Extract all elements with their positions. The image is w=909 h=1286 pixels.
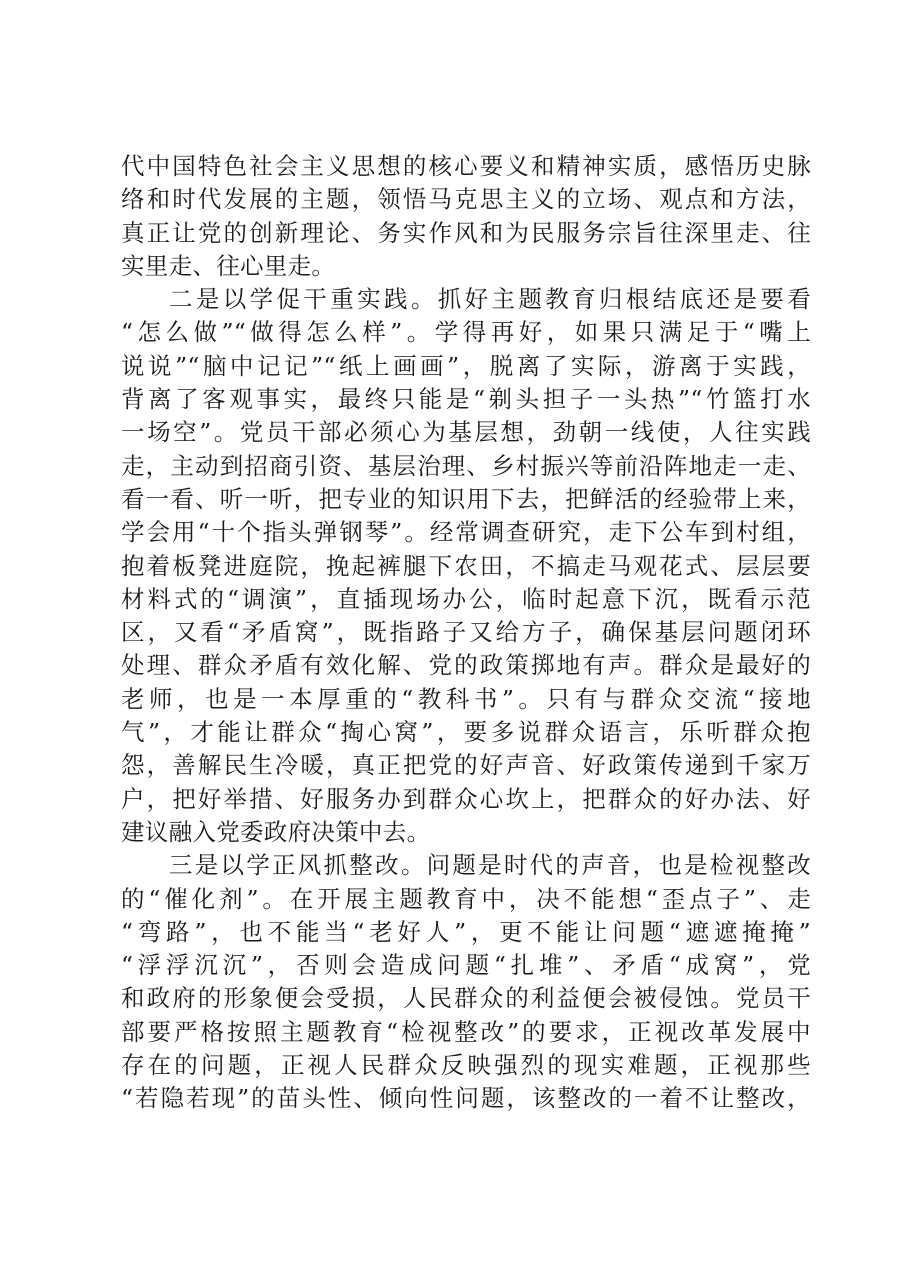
paragraph-first-line: 二是以学促干重实践。抓好主题教育归根结底还是要看 [169,285,811,314]
text-line: 实里走、往心里走。 [121,251,336,280]
text-line: 存在的问题，正视人民群众反映强烈的现实难题，正视那些 [121,1051,811,1080]
text-line: 走，主动到招商引资、基层治理、乡村振兴等前沿阵地走一走、 [121,451,811,480]
text-line: 一场空”。党员干部必须心为基层想，劲朝一线使，人往实践 [121,418,811,447]
text-line: 真正让党的创新理论、务实作风和为民服务宗旨往深里走、往 [121,218,811,247]
text-line: 材料式的“调演”，直插现场办公，临时起意下沉，既看示范 [121,584,811,613]
text-line: “若隐若现”的苗头性、倾向性问题，该整改的一着不让整改， [121,1084,811,1113]
text-line: “弯路”，也不能当“老好人”，更不能让问题“遮遮掩掩” [121,917,811,946]
text-line: “怎么做”“做得怎么样”。学得再好，如果只满足于“嘴上 [121,318,811,347]
text-line: 代中国特色社会主义思想的核心要义和精神实质，感悟历史脉 [121,152,811,180]
text-line: “浮浮沉沉”，否则会造成问题“扎堆”、矛盾“成窝”，党 [121,951,811,980]
paragraph-first-line: 三是以学正风抓整改。问题是时代的声音，也是检视整改 [169,851,811,880]
text-line: 老师，也是一本厚重的“教科书”。只有与群众交流“接地 [121,684,811,713]
text-line: 建议融入党委政府决策中去。 [121,817,431,846]
text-line: 的“催化剂”。在开展主题教育中，决不能想“歪点子”、走 [121,884,811,913]
text-line: 和政府的形象便会受损，人民群众的利益便会被侵蚀。党员干 [121,984,811,1013]
text-line: 抱着板凳进庭院，挽起裤腿下农田，不搞走马观花式、层层要 [121,551,811,580]
text-line: 说说”“脑中记记”“纸上画画”，脱离了实际，游离于实践， [121,351,811,380]
text-line: 看一看、听一听，把专业的知识用下去，把鲜活的经验带上来， [121,484,811,513]
text-line: 户，把好举措、好服务办到群众心坎上，把群众的好办法、好 [121,784,811,813]
document-body [121,150,811,1116]
text-line: 怨，善解民生冷暖，真正把党的好声音、好政策传递到千家万 [121,751,811,780]
text-line: 背离了客观事实，最终只能是“剃头担子一头热”“竹篮打水 [121,385,811,414]
text-line: 处理、群众矛盾有效化解、党的政策掷地有声。群众是最好的 [121,651,811,680]
text-line: 区，又看“矛盾窝”，既指路子又给方子，确保基层问题闭环 [121,618,811,647]
text-line: 部要严格按照主题教育“检视整改”的要求，正视改革发展中 [121,1017,811,1046]
text-line: 学会用“十个指头弹钢琴”。经常调查研究，走下公车到村组， [121,518,811,547]
text-line: 络和时代发展的主题，领悟马克思主义的立场、观点和方法， [121,185,811,214]
text-line: 气”，才能让群众“掏心窝”，要多说群众语言，乐听群众抱 [121,718,811,747]
